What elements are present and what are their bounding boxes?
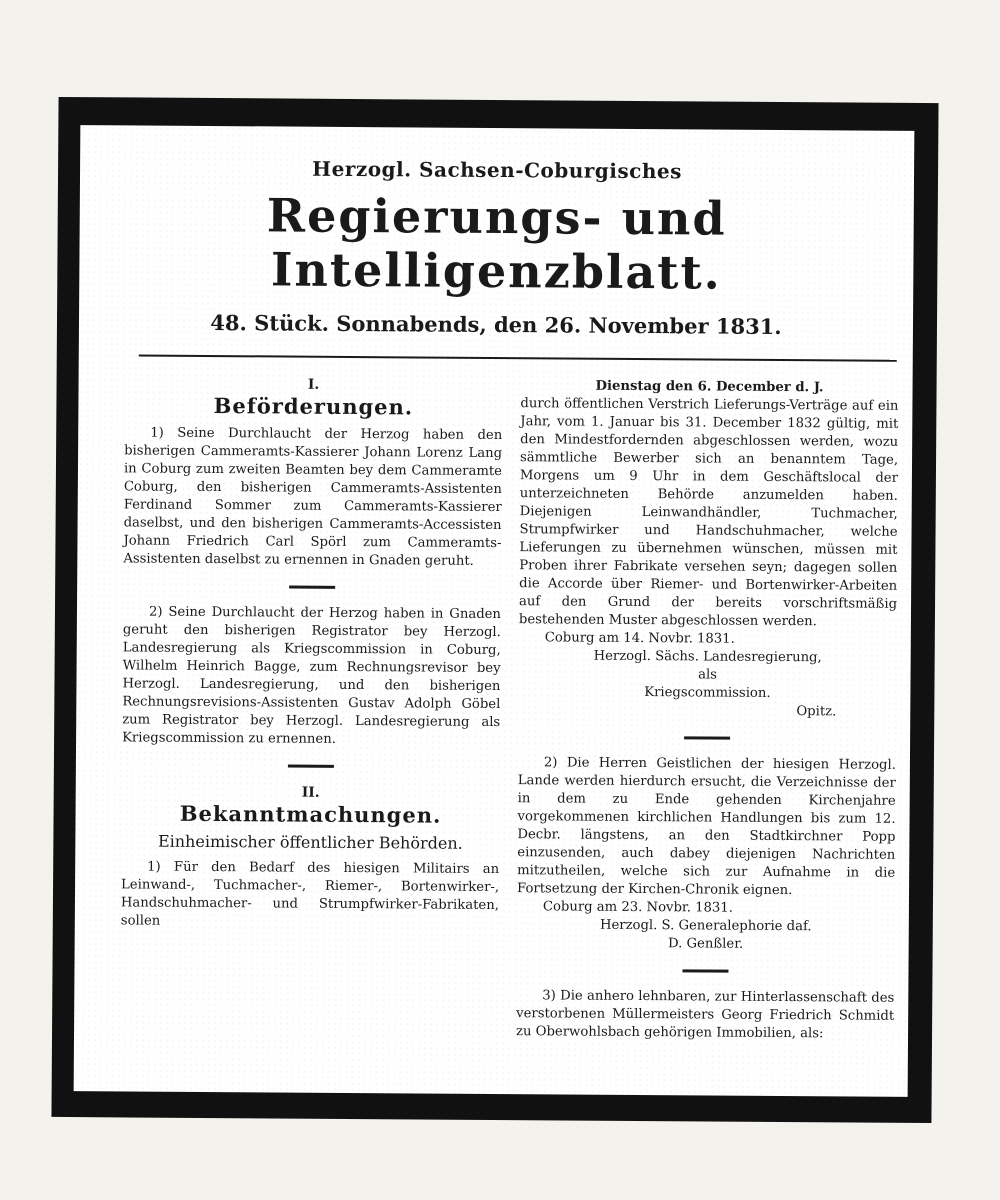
announcement-item-3-start: 3) Die anhero lehnbaren, zur Hinterlassenschaft des verstorbenen Müllermeisters Georg Friedrich Schmidt zu Oberwohlsbach gehörigen Immobilien, als: (516, 988, 895, 1042)
promotion-item-1: 1) Seine Durchlaucht der Herzog haben den bisherigen Cammeramts-Kassierer Johann Lorenz Lang in Coburg zum zweiten Beamten bey dem Cammeramte Coburg, den bisherigen Cammeramts-Assistenten Ferdinand Sommer zum Cammeramts-Kassierer daselbst, und den bisherigen Cammeramts-Accessisten Johann Friedrich Carl Spörl zum Cammeramts-Assistenten daselbst zu ernennen in Gnaden geruht. (123, 425, 503, 569)
issue-number: 48. Stück. (210, 310, 330, 336)
auction-date-line: Dienstag den 6. December d. J. (595, 378, 824, 396)
place-date-1: Coburg am 14. Novbr. 1831. (544, 630, 735, 647)
separator-rule (684, 736, 730, 739)
place-date-2: Coburg am 23. Novbr. 1831. (542, 899, 733, 916)
publisher-line: Herzogl. Sachsen-Coburgisches (312, 156, 682, 184)
section-number-1: I. (307, 376, 320, 393)
masthead (79, 125, 914, 340)
gazette-title: Regierungs- und Intelligenzblatt. (266, 188, 727, 300)
signer-1: Opitz. (796, 704, 837, 720)
left-column (120, 374, 503, 1041)
separator-rule (289, 586, 335, 589)
authority-1-commission: Kriegscommission. (644, 685, 771, 701)
announcement-item-1-start: 1) Für den Bedarf des hiesigen Militairs an Leinwand-, Tuchmacher-, Riemer-, Bortenwirker-, Handschuhmacher- und Strumpfwirker-Fabrikaten, sollen (120, 859, 500, 929)
subsection-heading: Einheimischer öffentlicher Behörden. (157, 831, 463, 853)
separator-rule (288, 765, 334, 768)
issue-date: Sonnabends, den 26. November 1831. (336, 310, 782, 339)
authority-1-als: als (698, 667, 718, 683)
announcement-item-2: 2) Die Herren Geistlichen der hiesigen Herzogl. Lande werden hierdurch ersucht, die Verzeichnisse der in dem zu Ende gehenden Kirchenjahre vorgekommenen kirchlichen Handlungen bis zum 12. Decbr. längstens, an den Stadtkirchner Popp einzusenden, auch dabey diejenigen Nachrichten mitzutheilen, welche sich zur Aufnahme in die Fortsetzung der Kirchen-Chronik eignen. (517, 755, 896, 899)
black-border-frame (51, 97, 938, 1123)
section-number-2: II. (301, 784, 320, 801)
right-column (516, 377, 899, 1044)
body-columns (74, 356, 913, 1044)
promotion-item-2: 2) Seine Durchlaucht der Herzog haben in Gnaden geruht den bisherigen Registrator bey Herzogl. Landesregierung als Kriegscommission in Coburg, Wilhelm Heinrich Bagge, zum Rechnungsrevisor bey Herzogl. Landesregierung, und den bisherigen Rechnungsrevisions-Assistenten Gustav Adolph Göbel zum Registrator bey Herzogl. Landesregierung als Kriegscommission zu ernennen. (122, 604, 502, 747)
authority-2: Herzogl. S. Generalephorie daf. (599, 917, 812, 935)
authority-1: Herzogl. Sächs. Landesregierung, (593, 648, 822, 666)
separator-rule (682, 969, 728, 972)
signer-2: D. Genßler. (668, 936, 744, 952)
gazette-page (74, 125, 915, 1097)
section-heading-promotions: Beförderungen. (213, 393, 414, 420)
issue-line (79, 309, 913, 340)
announcement-item-1-continued: durch öffentlichen Verstrich Lieferungs-Verträge auf ein Jahr, vom 1. Januar bis 31. December 1832 gültig, mit den Mindestfordernden abgeschlossen werden, wozu sämmtliche Bewerber sich an benanntem Tage, Morgens um 9 Uhr in dem Geschäftslocal der unterzeichneten Behörde anzumelden haben. Diejenigen Leinwandhändler, Tuchmacher, Strumpfwirker und Handschuhmacher, welche Lieferungen zu übernehmen wünschen, müssen mit Proben ihrer Fabrikate versehen seyn; dagegen sollen die Accorde über Riemer- und Bortenwirker-Arbeiten auf den Grund der bereits vorschriftsmäßig bestehenden Muster abgeschlossen werden. (518, 396, 899, 630)
section-heading-announcements: Bekanntmachungen. (179, 800, 442, 828)
